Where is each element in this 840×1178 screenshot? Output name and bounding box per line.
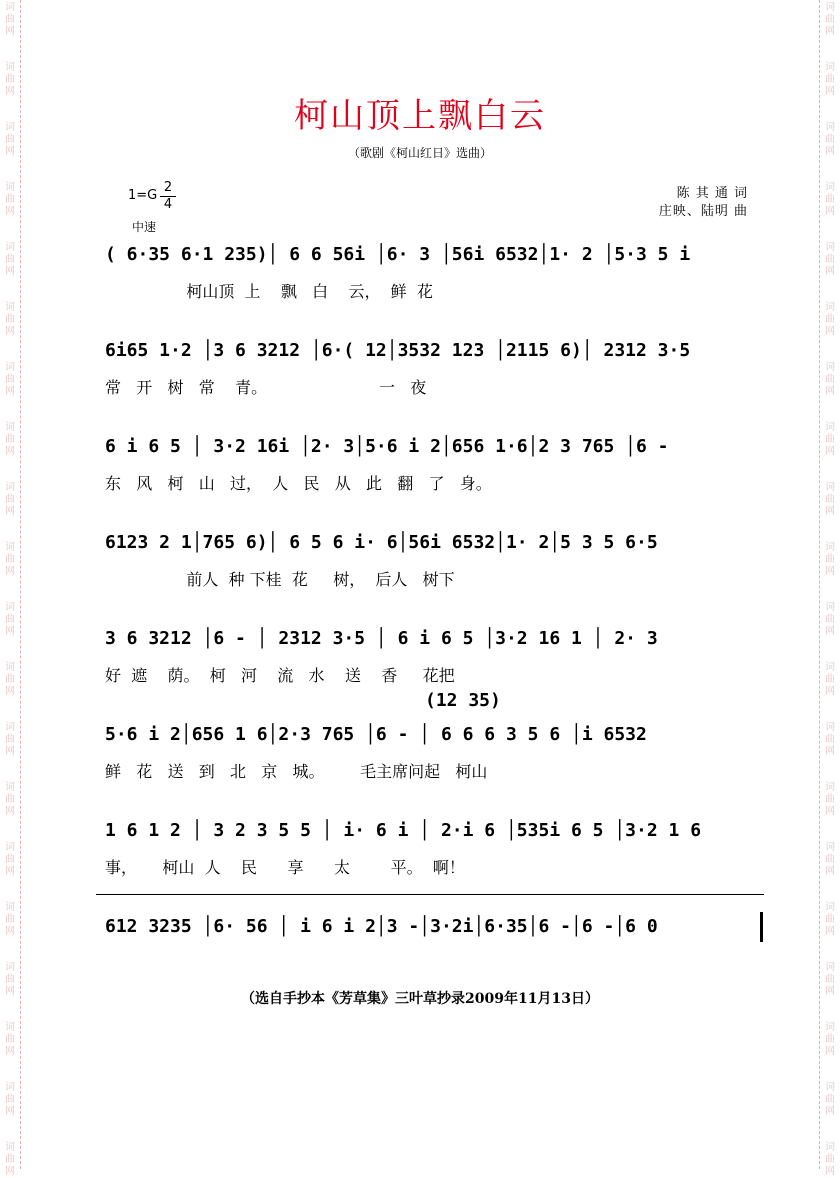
watermark-mark: 词 曲 网 <box>5 662 15 697</box>
tempo-marking: 中速 <box>132 220 157 234</box>
lyric-line: 好 遮 荫。 柯 河 流 水 送 香 花把 <box>105 666 455 685</box>
score-system-4 <box>105 528 765 598</box>
time-signature-bottom: 4 <box>163 197 173 212</box>
watermark-mark: 词 曲 网 <box>5 62 15 97</box>
watermark-mark: 词 曲 网 <box>825 1082 835 1117</box>
score-system-7 <box>105 816 765 886</box>
score-system-2 <box>105 336 765 406</box>
watermark-mark: 词 曲 网 <box>5 2 15 37</box>
watermark-mark: 词 曲 网 <box>825 902 835 937</box>
watermark-mark: 词 曲 网 <box>825 1142 835 1177</box>
watermark-mark: 词 曲 网 <box>5 902 15 937</box>
watermark-mark: 词 曲 网 <box>5 722 15 757</box>
lyric-line: 常 开 树 常 青。 一 夜 <box>105 378 427 397</box>
watermark-mark: 词 曲 网 <box>825 782 835 817</box>
watermark-mark: 词 曲 网 <box>825 422 835 457</box>
lyric-line: 事， 柯山 人 民 享 太 平。 啊！ <box>105 858 465 877</box>
lyric-line: 柯山顶 上 飘 白 云， 鲜 花 <box>105 282 433 301</box>
watermark-mark: 词 曲 网 <box>825 2 835 37</box>
notation-line: 6i65 1·2 │3 6 3212 │6·( 12│3532 123 │2115 6)│ 2312 3·5 <box>105 340 691 361</box>
watermark-mark: 词 曲 网 <box>5 782 15 817</box>
watermark-mark: 词 曲 网 <box>825 842 835 877</box>
score-system-3 <box>105 432 765 502</box>
lyricist-credit: 陈 其 通 词 <box>676 186 748 201</box>
watermark-mark: 词 曲 网 <box>5 422 15 457</box>
watermark-mark: 词 曲 网 <box>5 242 15 277</box>
watermark-mark: 词 曲 网 <box>5 542 15 577</box>
watermark-mark: 词 曲 网 <box>825 1022 835 1057</box>
lyric-line: 前人 种 下桂 花 树， 后人 树下 <box>105 570 455 589</box>
watermark-mark: 词 曲 网 <box>5 182 15 217</box>
watermark-mark: 词 曲 网 <box>5 1082 15 1117</box>
composer-credit: 庄映、陆明 曲 <box>658 204 748 219</box>
watermark-mark: 词 曲 网 <box>825 482 835 517</box>
score-system-5 <box>105 624 765 694</box>
watermark-mark: 词 曲 网 <box>825 182 835 217</box>
watermark-mark: 词 曲 网 <box>5 302 15 337</box>
source-footer: （选自手抄本《芳草集》三叶草抄录2009年11月13日） <box>241 991 599 1007</box>
intro-notes: (12 35) <box>425 690 501 711</box>
notation-line: 1 6 1 2 │ 3 2 3 5 5 │ i· 6 i │ 2·i 6 │535i 6 5 │3·2 1 6 <box>105 820 702 841</box>
watermark-mark: 词 曲 网 <box>825 62 835 97</box>
watermark-mark: 词 曲 网 <box>5 962 15 997</box>
watermark-mark: 词 曲 网 <box>825 122 835 157</box>
watermark-mark: 词 曲 网 <box>825 962 835 997</box>
time-signature-top: 2 <box>160 180 176 197</box>
notation-line: 6 i 6 5 │ 3·2 16i │2· 3│5·6 i 2│656 1·6│2 3 765 │6 - <box>105 436 669 457</box>
key-signature: 1=G <box>128 188 158 203</box>
watermark-mark: 词 曲 网 <box>5 362 15 397</box>
watermark-mark: 词 曲 网 <box>825 542 835 577</box>
watermark-mark: 词 曲 网 <box>825 242 835 277</box>
notation-line: 6123 2 1│765 6)│ 6 5 6 i· 6│56i 6532│1· 2│5 3 5 6·5 <box>105 532 658 553</box>
time-signature <box>160 180 176 213</box>
score-system-8 <box>105 912 765 982</box>
song-title: 柯山顶上飘白云 <box>294 96 546 136</box>
watermark-mark: 词 曲 网 <box>5 122 15 157</box>
watermark-mark: 词 曲 网 <box>825 362 835 397</box>
notation-line: 612 3235 │6· 56 │ i 6 i 2│3 -│3·2i│6·35│6 -│6 -│6 0 <box>105 916 658 937</box>
song-subtitle: （歌剧《柯山红日》选曲） <box>347 146 492 160</box>
watermark-mark: 词 曲 网 <box>5 842 15 877</box>
section-divider <box>96 894 764 895</box>
watermark-mark: 词 曲 网 <box>825 662 835 697</box>
watermark-mark: 词 曲 网 <box>5 1142 15 1177</box>
notation-line: 3 6 3212 │6 - │ 2312 3·5 │ 6 i 6 5 │3·2 16 1 │ 2· 3 <box>105 628 658 649</box>
final-barline <box>760 912 763 942</box>
lyric-line: 鲜 花 送 到 北 京 城。 毛主席问起 柯山 <box>105 762 488 781</box>
notation-line: 5·6 i 2│656 1 6│2·3 765 │6 - │ 6 6 6 3 5 6 │i 6532 <box>105 724 647 745</box>
notation-line: ( 6·35 6·1 235)│ 6 6 56i │6· 3 │56i 6532│1· 2 │5·3 5 i <box>105 244 691 265</box>
score-system-6 <box>105 720 765 790</box>
lyric-line: 东 风 柯 山 过， 人 民 从 此 翻 了 身。 <box>105 474 492 493</box>
watermark-mark: 词 曲 网 <box>825 602 835 637</box>
watermark-mark: 词 曲 网 <box>5 602 15 637</box>
watermark-mark: 词 曲 网 <box>825 722 835 757</box>
watermark-mark: 词 曲 网 <box>5 1022 15 1057</box>
watermark-mark: 词 曲 网 <box>5 482 15 517</box>
watermark-mark: 词 曲 网 <box>825 302 835 337</box>
score-system-1 <box>105 240 765 310</box>
